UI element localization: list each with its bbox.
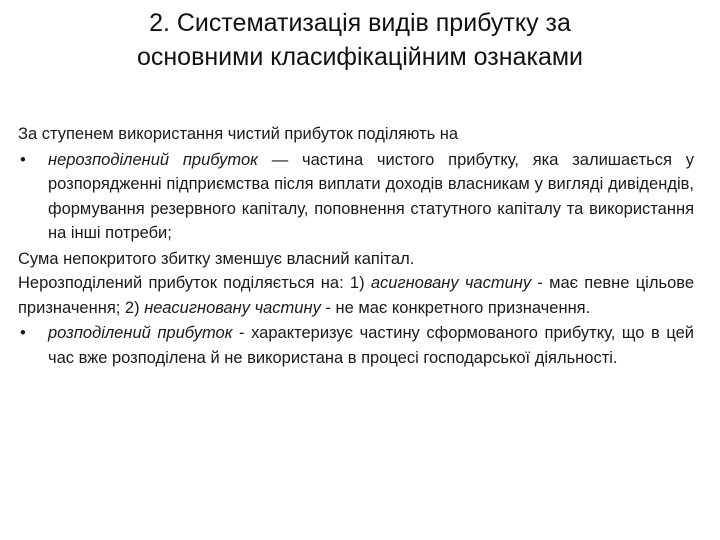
profit-split-text — [18, 271, 694, 320]
slide-title — [40, 6, 680, 74]
bullet-marker: • — [20, 324, 26, 342]
title-line-2: основними класифікаційним ознаками — [136, 43, 584, 71]
profit-split-part-1: Нерозподілений прибуток поділяється на: 1) — [18, 274, 371, 292]
bullet-marker: • — [20, 150, 26, 169]
definition-distributed-profit: - характеризує частину сформованого прибутку, що в цей час вже розподілена й не використана в процесі господарської діяльності. — [48, 324, 694, 367]
term-allocated-part: асигновану частину — [370, 274, 532, 292]
term-distributed-profit: розподілений прибуток — [48, 324, 233, 342]
title-line-1: 2. Систематизація видів прибутку за — [149, 9, 571, 37]
bullet-undistributed-profit — [18, 148, 694, 246]
uncovered-loss-text: Сума непокритого збитку зменшує власний капітал. — [18, 249, 415, 268]
term-undistributed-profit: нерозподілений прибуток — [48, 150, 258, 169]
intro-text: За ступенем використання чистий прибуток поділяють на — [18, 125, 459, 143]
profit-split-part-3: - не має конкретного призначення. — [320, 298, 591, 317]
profit-split-part-2: - має певне цільове призначення; 2) — [18, 274, 694, 317]
slide-body — [18, 122, 694, 371]
term-unallocated-part: неасигновану частину — [144, 298, 321, 317]
bullet-distributed-profit — [18, 321, 694, 370]
definition-undistributed-profit: — частина чистого прибутку, яка залишається у розпорядженні підприємства після виплати доходів власникам у вигляді дивідендів, формування резервного капіталу, поповнення статутного капіталу та використання на інші потреби; — [48, 150, 694, 242]
